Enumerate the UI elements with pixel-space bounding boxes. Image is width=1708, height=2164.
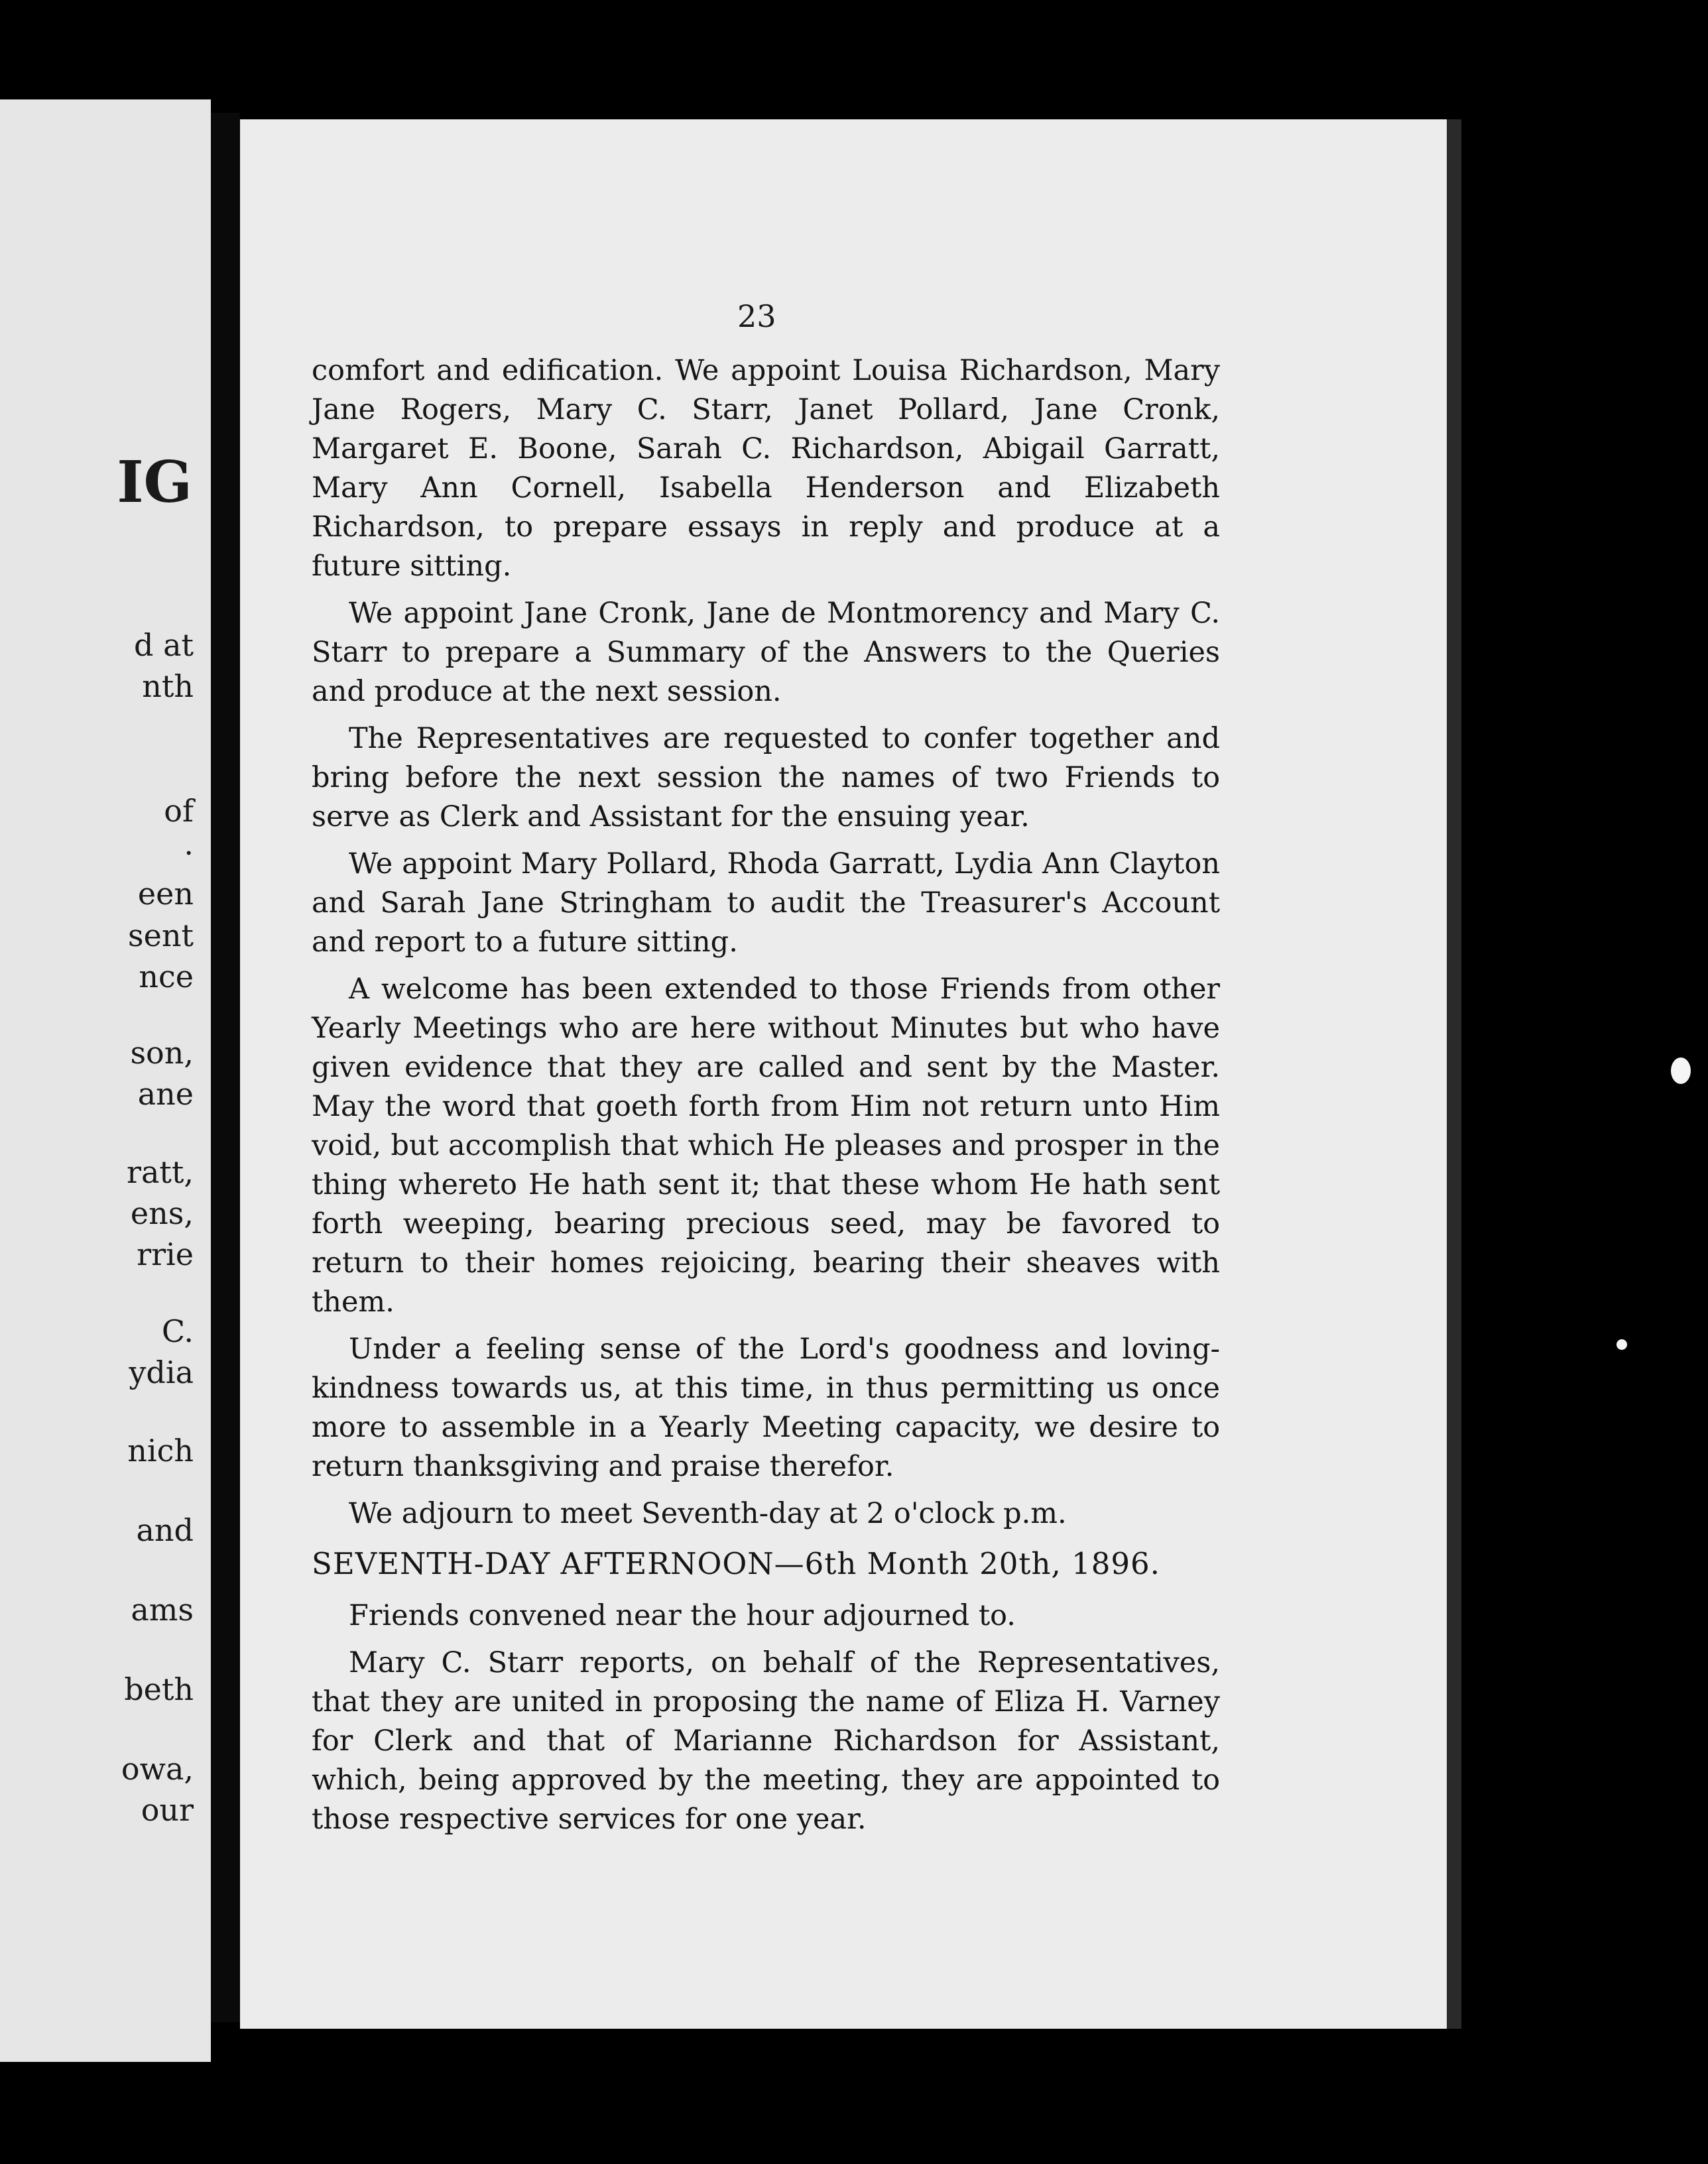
facing-page-fragment: een	[137, 876, 194, 912]
facing-page-fragment: beth	[124, 1671, 194, 1707]
facing-page-fragment: IG	[117, 449, 192, 516]
facing-page-fragment: nce	[139, 959, 194, 994]
paragraph: comfort and edification. We appoint Louisa Richardson, Mary Jane Rogers, Mary C. Starr, Janet Pollard, Jane Cronk, Margaret E. Boone, Sarah C. Richardson, Abigail Garratt, Mary Ann Cornell, Isabella Henderson and Elizabeth Richardson, to prepare essays in reply and produce at a future sitting.	[312, 354, 1220, 583]
paragraph: We appoint Mary Pollard, Rhoda Garratt, Lydia Ann Clayton and Sarah Jane Stringham to audit the Treasurer's Account and report to a future sitting.	[312, 847, 1220, 959]
facing-page-fragment: nth	[142, 668, 194, 704]
facing-page-fragment: ydia	[129, 1354, 194, 1390]
book-gutter	[211, 113, 240, 2022]
scan-speck	[1616, 1339, 1627, 1350]
paragraph: We appoint Jane Cronk, Jane de Montmorency and Mary C. Starr to prepare a Summary of the Answers to the Queries and produce at the next session.	[312, 597, 1220, 708]
page-number: 23	[737, 298, 776, 334]
section-heading: SEVENTH-DAY AFTERNOON—6th Month 20th, 1896.	[312, 1546, 1160, 1581]
paragraph: Mary C. Starr reports, on behalf of the Representatives, that they are united in proposing the name of Eliza H. Varney for Clerk and that of Marianne Richardson for Assistant, which, being approved by the meeting, they are appointed to those respective services for one year.	[312, 1646, 1220, 1836]
facing-page-fragment: and	[136, 1512, 194, 1548]
page-body	[312, 351, 1220, 1847]
facing-page-fragment: owa,	[121, 1751, 194, 1787]
paragraph: A welcome has been extended to those Friends from other Yearly Meetings who are here without Minutes but who have given evidence that they are called and sent by the Master. May the word that goeth forth from Him not return unto Him void, but accomplish that which He pleases and prosper in the thing whereto He hath sent it; that these whom He hath sent forth weeping, bearing precious seed, may be favored to return to their homes rejoicing, bearing their sheaves with them.	[312, 973, 1220, 1319]
paragraph: We adjourn to meet Seventh-day at 2 o'clock p.m.	[349, 1497, 1067, 1530]
facing-page-fragment: ens,	[130, 1195, 194, 1231]
facing-page-fragment: ratt,	[126, 1154, 194, 1190]
facing-page-fragment: ane	[137, 1076, 194, 1112]
facing-page-fragment: nich	[127, 1433, 194, 1469]
scan-speck	[1671, 1057, 1691, 1084]
facing-page-fragment: of	[164, 793, 194, 829]
facing-page-fragment: d at	[134, 627, 194, 663]
facing-page-fragment: ams	[131, 1592, 194, 1628]
facing-page-fragment: son,	[130, 1035, 194, 1071]
facing-page-fragment: C.	[161, 1313, 194, 1349]
facing-page-fragment: our	[141, 1792, 194, 1828]
facing-page-fragment: rrie	[137, 1236, 194, 1272]
paragraph: Under a feeling sense of the Lord's goodness and loving-kindness towards us, at this time, in thus permitting us once more to assemble in a Yearly Meeting capacity, we desire to return thanksgiving and praise therefor.	[312, 1333, 1220, 1483]
paragraph: The Representatives are requested to confer together and bring before the next session the names of two Friends to serve as Clerk and Assistant for the ensuing year.	[312, 722, 1220, 833]
facing-page	[0, 99, 211, 2062]
paragraph: Friends convened near the hour adjourned to.	[349, 1599, 1016, 1632]
facing-page-fragment: .	[184, 826, 194, 862]
facing-page-text-fragments	[0, 99, 211, 2062]
facing-page-fragment: sent	[128, 918, 194, 953]
